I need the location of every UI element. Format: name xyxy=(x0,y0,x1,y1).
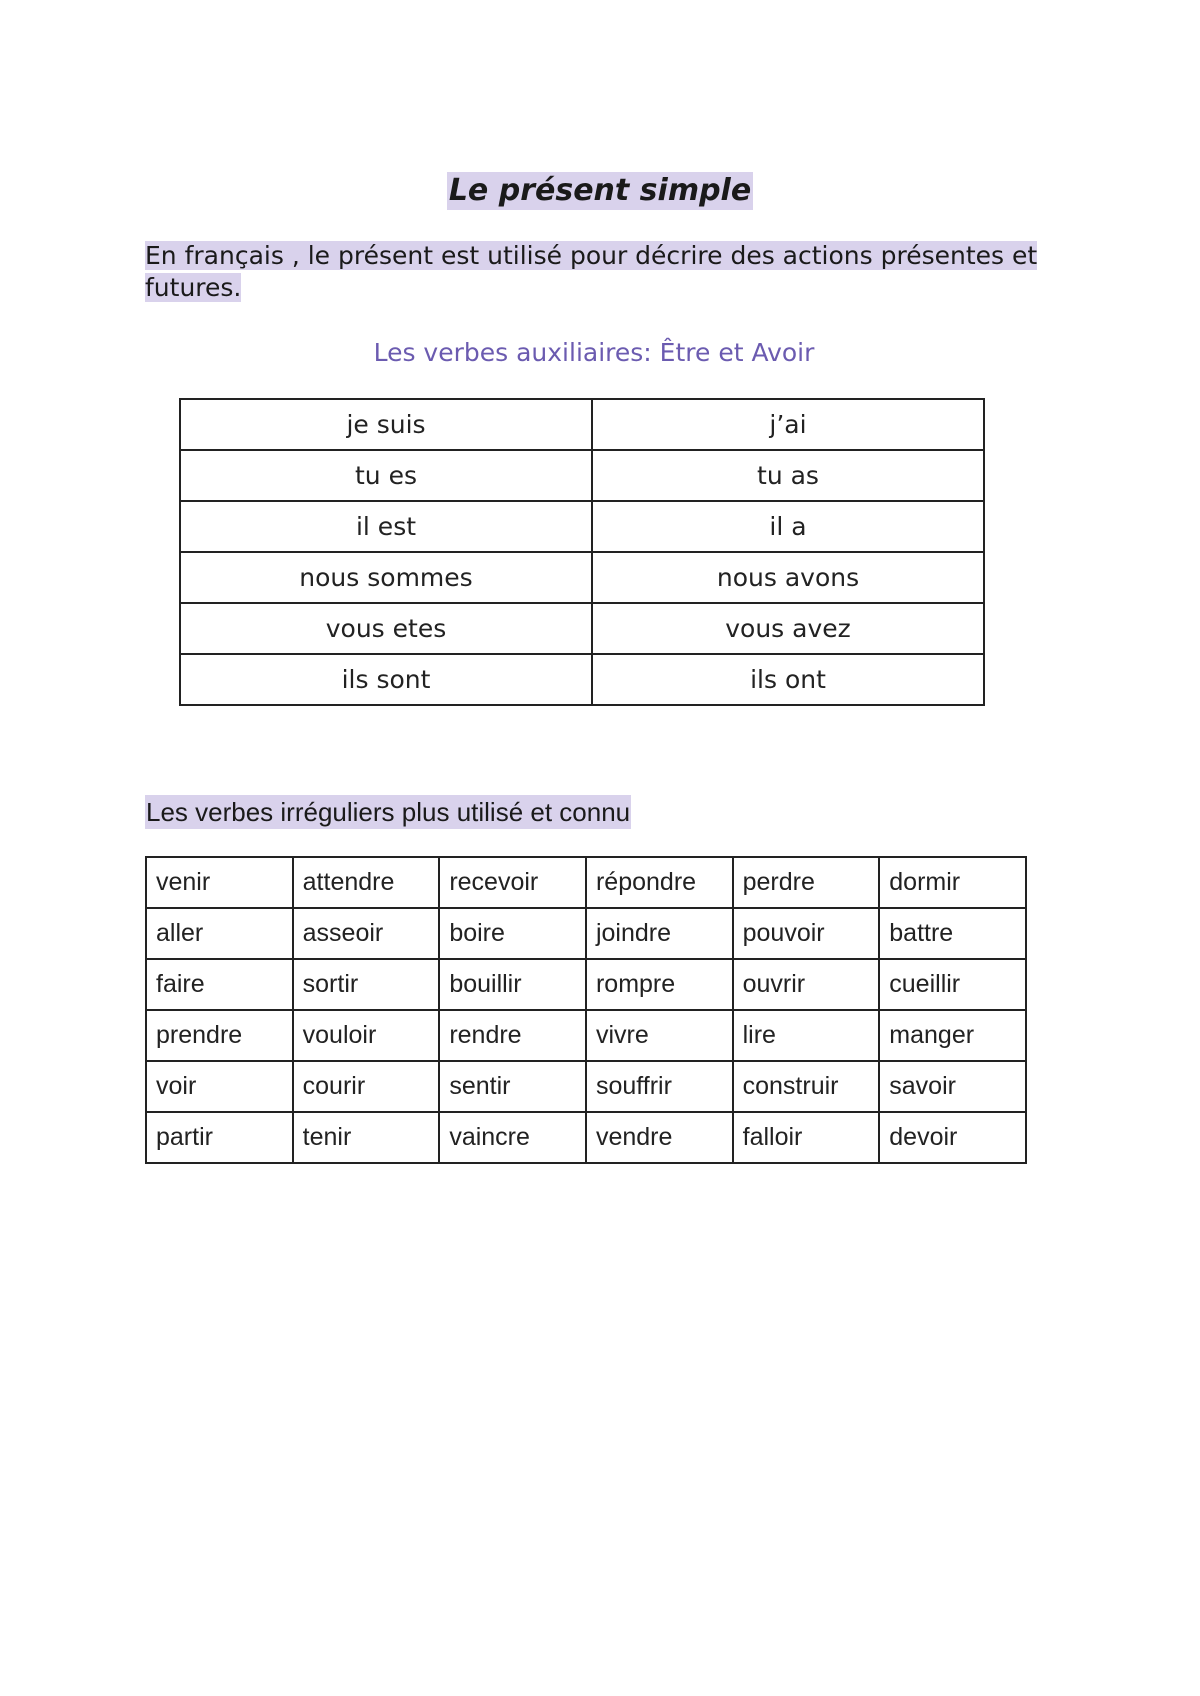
verb-cell: faire xyxy=(146,959,293,1010)
verb-cell: pouvoir xyxy=(733,908,880,959)
verb-cell: joindre xyxy=(586,908,733,959)
avoir-cell: tu as xyxy=(592,450,984,501)
verb-cell: sentir xyxy=(439,1061,586,1112)
irregular-heading: Les verbes irréguliers plus utilisé et connu xyxy=(146,797,631,827)
verb-cell: bouillir xyxy=(439,959,586,1010)
intro-text: En français , le présent est utilisé pour décrire des actions présentes et futures. xyxy=(145,241,1038,302)
etre-cell: nous sommes xyxy=(180,552,592,603)
etre-cell: il est xyxy=(180,501,592,552)
table-row xyxy=(180,399,984,450)
verb-cell: manger xyxy=(879,1010,1026,1061)
etre-cell: tu es xyxy=(180,450,592,501)
table-row xyxy=(146,959,1026,1010)
verb-cell: répondre xyxy=(586,857,733,908)
etre-cell: ils sont xyxy=(180,654,592,705)
page-title: Le présent simple xyxy=(448,173,752,208)
irregular-verbs-table xyxy=(145,856,1027,1164)
table-row xyxy=(180,501,984,552)
verb-cell: vendre xyxy=(586,1112,733,1163)
verb-cell: recevoir xyxy=(439,857,586,908)
verb-cell: attendre xyxy=(293,857,440,908)
verb-cell: rendre xyxy=(439,1010,586,1061)
verb-cell: prendre xyxy=(146,1010,293,1061)
verb-cell: dormir xyxy=(879,857,1026,908)
verb-cell: vouloir xyxy=(293,1010,440,1061)
verb-cell: rompre xyxy=(586,959,733,1010)
verb-cell: partir xyxy=(146,1112,293,1163)
verb-cell: lire xyxy=(733,1010,880,1061)
auxiliary-verbs-table xyxy=(179,398,985,706)
verb-cell: vivre xyxy=(586,1010,733,1061)
avoir-cell: j’ai xyxy=(592,399,984,450)
verb-cell: ouvrir xyxy=(733,959,880,1010)
verb-cell: falloir xyxy=(733,1112,880,1163)
verb-cell: cueillir xyxy=(879,959,1026,1010)
table-row xyxy=(146,1112,1026,1163)
verb-cell: venir xyxy=(146,857,293,908)
verb-cell: construir xyxy=(733,1061,880,1112)
verb-cell: courir xyxy=(293,1061,440,1112)
verb-cell: sortir xyxy=(293,959,440,1010)
etre-cell: je suis xyxy=(180,399,592,450)
table-row xyxy=(146,1010,1026,1061)
verb-cell: aller xyxy=(146,908,293,959)
etre-cell: vous etes xyxy=(180,603,592,654)
table-row xyxy=(180,450,984,501)
table-row xyxy=(180,603,984,654)
verb-cell: tenir xyxy=(293,1112,440,1163)
avoir-cell: nous avons xyxy=(592,552,984,603)
auxiliary-heading: Les verbes auxiliaires: Être et Avoir xyxy=(373,338,815,367)
verb-cell: souffrir xyxy=(586,1061,733,1112)
title-wrapper xyxy=(0,172,1200,210)
intro-paragraph xyxy=(145,240,1045,304)
verb-cell: voir xyxy=(146,1061,293,1112)
verb-cell: devoir xyxy=(879,1112,1026,1163)
table-row xyxy=(146,1061,1026,1112)
verb-cell: savoir xyxy=(879,1061,1026,1112)
table-row xyxy=(146,857,1026,908)
verb-cell: perdre xyxy=(733,857,880,908)
table-row xyxy=(146,908,1026,959)
verb-cell: boire xyxy=(439,908,586,959)
table-row xyxy=(180,654,984,705)
avoir-cell: vous avez xyxy=(592,603,984,654)
table-row xyxy=(180,552,984,603)
verb-cell: battre xyxy=(879,908,1026,959)
verb-cell: vaincre xyxy=(439,1112,586,1163)
avoir-cell: il a xyxy=(592,501,984,552)
verb-cell: asseoir xyxy=(293,908,440,959)
avoir-cell: ils ont xyxy=(592,654,984,705)
